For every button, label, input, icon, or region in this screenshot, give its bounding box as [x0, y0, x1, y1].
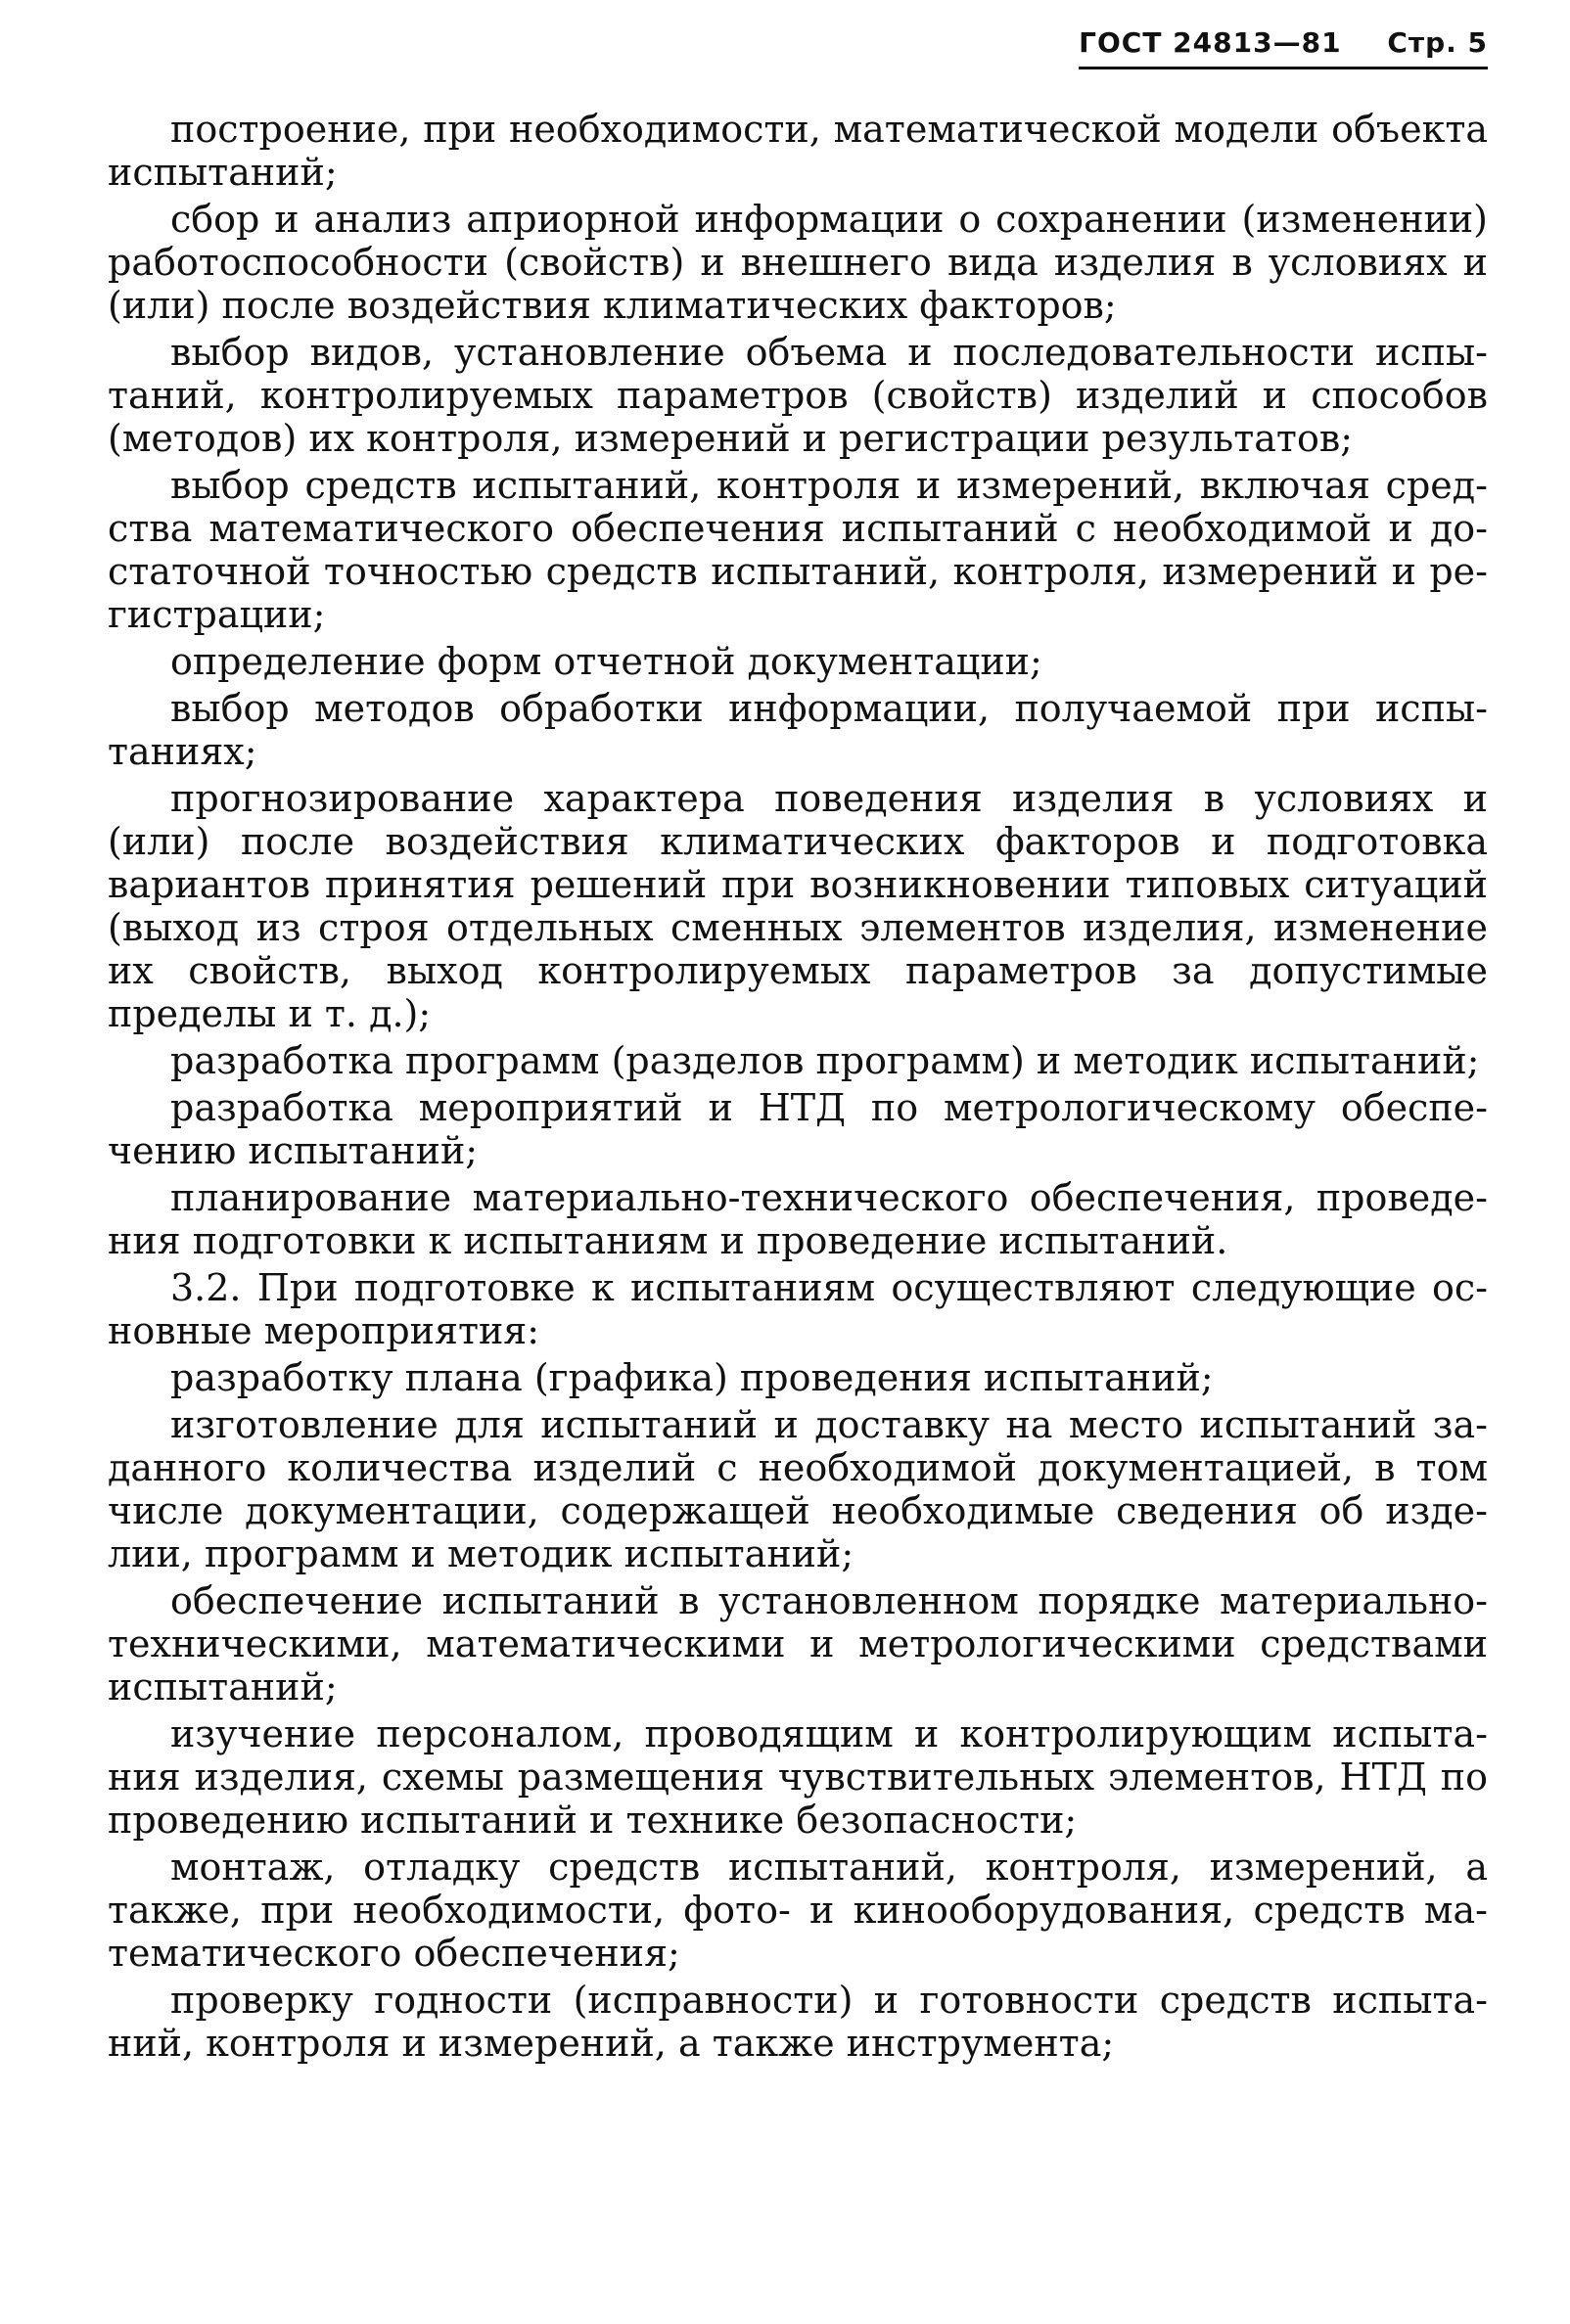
body-text — [108, 108, 1488, 2069]
paragraph: планирование материально-технического обеспечения, проведения подготовки к испытаниям и проведение испытаний. — [108, 1176, 1488, 1262]
paragraph: изготовление для испытаний и доставку на место испытаний заданного количества изделий с необходимой документацией, в том числе документации, содержащей необходимые сведения об изделии, программ и методик испытаний; — [108, 1403, 1488, 1575]
paragraph: монтаж, отладку средств испытаний, контроля, измерений, а также, при необходимости, фото- и кинооборудования, средств математического обеспечения; — [108, 1846, 1488, 1975]
paragraph: разработка программ (разделов программ) и методик испытаний; — [170, 1039, 1480, 1082]
section-paragraph: 3.2. При подготовке к испытаниям осуществляют следующие основные мероприятия: — [108, 1266, 1488, 1352]
paragraph: разработку плана (графика) проведения испытаний; — [170, 1356, 1214, 1399]
paragraph: обеспечение испытаний в установленном порядке материально-техническими, математическими и метрологическими средствами испытаний; — [108, 1579, 1488, 1709]
paragraph: проверку годности (исправности) и готовности средств испытаний, контроля и измерений, а также инструмента; — [108, 1979, 1488, 2065]
document-page — [108, 26, 1488, 2300]
standard-number: ГОСТ 24813—81 — [1079, 26, 1342, 59]
paragraph: определение форм отчетной документации; — [170, 640, 1042, 683]
page-header — [1079, 26, 1488, 69]
paragraph: выбор средств испытаний, контроля и измерений, включая средства математического обеспечения испытаний с необходимой и достаточной точностью средств испытаний, контроля, измерений и регистрации; — [108, 464, 1488, 636]
page-number: Стр. 5 — [1387, 26, 1488, 59]
paragraph: построение, при необходимости, математической модели объекта испытаний; — [108, 108, 1488, 194]
paragraph: прогнозирование характера поведения изделия в условиях и (или) после воздействия климатических факторов и подготовка вариантов принятия решений при возникновении типовых ситуаций (выход из строя отдельных сменных элементов изделия, изменение их свойств, выход контролируемых параметров за допустимые пределы и т. д.); — [108, 777, 1488, 1035]
paragraph: выбор видов, установление объема и последовательности испытаний, контролируемых параметров (свойств) изделий и способов (методов) их контроля, измерений и регистрации результатов; — [108, 331, 1488, 460]
paragraph: сбор и анализ априорной информации о сохранении (изменении) работоспособности (свойств) и внешнего вида изделия в условиях и (или) после воздействия климатических факторов; — [108, 198, 1488, 327]
paragraph: выбор методов обработки информации, получаемой при испытаниях; — [108, 687, 1488, 773]
paragraph: разработка мероприятий и НТД по метрологическому обеспечению испытаний; — [108, 1086, 1488, 1172]
paragraph: изучение персоналом, проводящим и контролирующим испытания изделия, схемы размещения чувствительных элементов, НТД по проведению испытаний и технике безопасности; — [108, 1712, 1488, 1842]
